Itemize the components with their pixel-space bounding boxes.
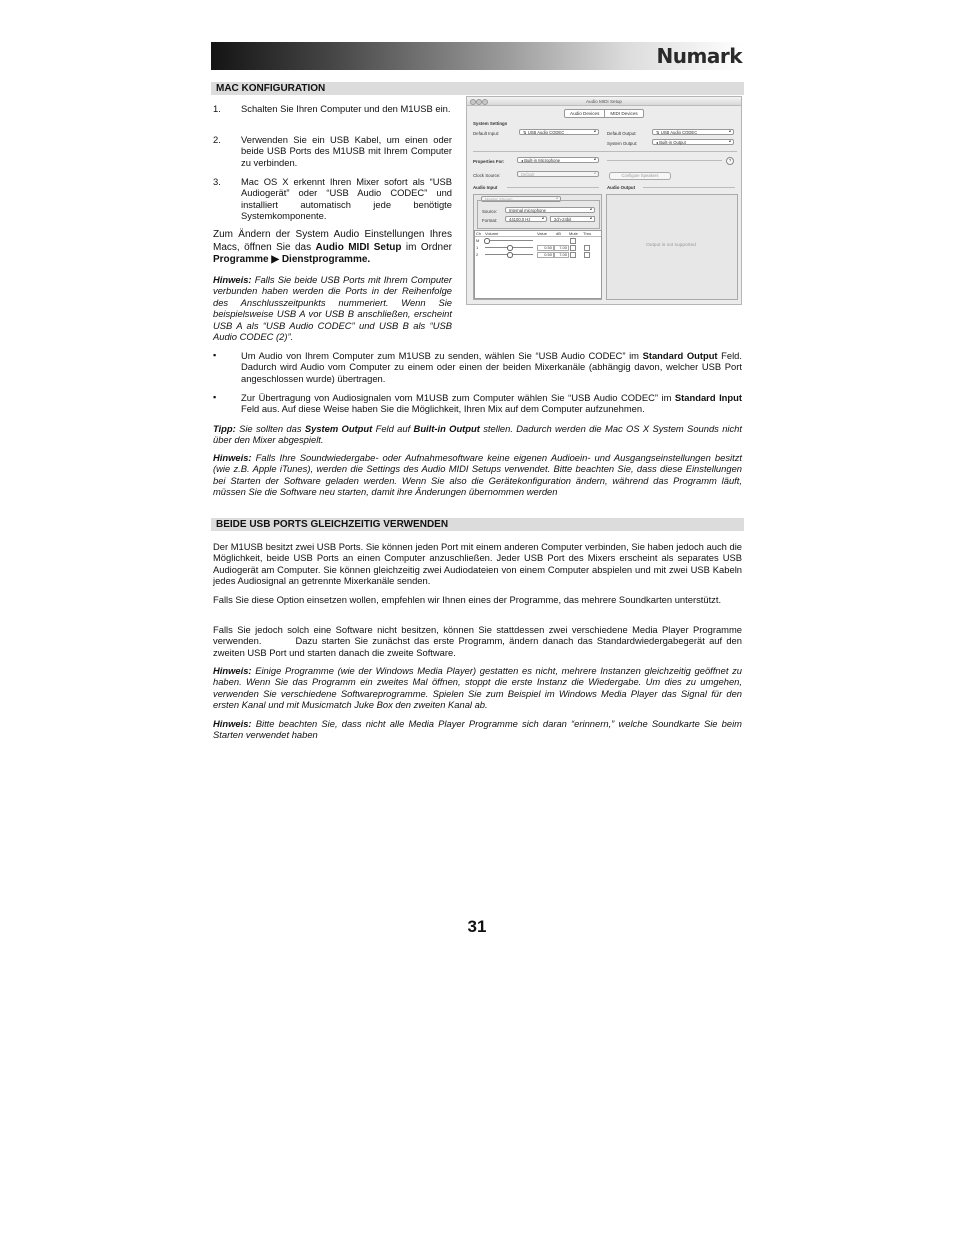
divider xyxy=(473,151,737,152)
tab-midi-devices[interactable]: MIDI Devices xyxy=(604,110,642,117)
mute-checkbox[interactable] xyxy=(570,238,576,244)
step-number: 3. xyxy=(213,176,221,187)
bullet-text: Um Audio von Ihrem Computer zum M1USB zu senden, wählen Sie “USB Audio CODEC” im Standard Output Feld. Dadurch wird Audio vom Computer zu einem oder einen der beiden Mixerkanäle (abhängig davon, welcher USB Port angeschlossen wurde) übertragen. xyxy=(241,350,742,384)
table-row: 1 xyxy=(476,245,479,250)
clock-source-label: Clock Source: xyxy=(473,173,501,178)
audio-midi-instruction: Zum Ändern der System Audio Einstellungen Ihres Macs, öffnen Sie das Audio MIDI Setup im Ordner Programme ▶ Dienstprogramme. xyxy=(213,229,452,266)
step-text: Mac OS X erkennt Ihren Mixer sofort als “USB Audiogerät” oder “USB Audio CODEC” und installiert automatisch jede benötigte Systemkomponente. xyxy=(241,176,452,222)
column-header: Value xyxy=(537,231,547,236)
volume-slider[interactable] xyxy=(485,240,533,241)
value-field[interactable]: 0.50 xyxy=(537,252,554,259)
properties-label: Properties For: xyxy=(473,159,505,164)
device-tabs xyxy=(564,109,644,118)
step-text: Verwenden Sie ein USB Kabel, um einen oder beide USB Ports des M1USB mit Ihrem Computer zu verbinden. xyxy=(241,134,452,168)
divider xyxy=(607,160,722,161)
usb-paragraph: Falls Sie jedoch solch eine Software nicht besitzen, können Sie stattdessen zwei verschiedene Media Player Programme verwenden. Dazu starten Sie zunächst das erste Programm, ändern danach das Standardwiedergabegerät auf den zweiten USB Port und starten danach die zweite Software. xyxy=(213,624,745,658)
thru-checkbox[interactable] xyxy=(584,252,590,258)
step-number: 1. xyxy=(213,103,221,114)
column-header: Mute xyxy=(569,231,578,236)
bullet-icon: ▪ xyxy=(213,350,217,360)
step-number: 2. xyxy=(213,134,221,145)
divider xyxy=(475,236,601,237)
audio-midi-setup-screenshot xyxy=(466,96,742,305)
value-field[interactable]: 0.50 xyxy=(537,245,554,252)
usb-paragraph: Falls Sie diese Option einsetzen wollen, empfehlen wir Ihnen eines der Programme, das mehrere Soundkarten unterstützt. xyxy=(213,594,722,605)
divider xyxy=(643,187,735,188)
header-bar xyxy=(211,42,744,70)
audio-output-label: Audio Output xyxy=(607,185,636,190)
table-row: M xyxy=(476,238,480,243)
system-output-select[interactable]: ◂ Built-in Output ▴▾ xyxy=(652,139,734,145)
tip-paragraph: Tipp: Sie sollten das System Output Feld auf Built-in Output stellen. Dadurch werden die Mac OS X System Sounds nicht über den Mixer abgespielt. xyxy=(213,423,742,446)
column-header: Volume xyxy=(485,231,499,236)
default-output-select[interactable]: ⇅ USB Audio CODEC ▴▾ xyxy=(652,129,734,135)
db-field: 7.00 xyxy=(554,252,569,259)
brand-logo: Numark xyxy=(656,44,742,68)
configure-speakers-button[interactable]: Configure Speakers xyxy=(609,172,671,180)
channel-table xyxy=(474,230,602,299)
tab-audio-devices[interactable]: Audio Devices xyxy=(570,111,600,116)
window-title: Audio MIDI Setup xyxy=(585,98,622,104)
clock-source-select[interactable]: Default ▴▾ xyxy=(517,171,599,177)
mute-checkbox[interactable] xyxy=(570,252,576,258)
usb-paragraph: Der M1USB besitzt zwei USB Ports. Sie können jeden Port mit einem anderen Computer verbinden, Sie haben jedoch auch die Möglichkeit, beide USB Ports an einen Computer anzuschließen. Jeder USB Port des Mixers erscheint als separates USB Audiogerät am Computer. Sie können gleichzeitig zwei Audiodateien von einem Computer abspielen und mit zwei USB Kabeln jedes Audiosignal an getrennte Mixerkanäle senden. xyxy=(213,541,742,587)
mute-checkbox[interactable] xyxy=(570,245,576,251)
bullet-text: Zur Übertragung von Audiosignalen vom M1USB zum Computer wählen Sie “USB Audio CODEC” im Standard Input Feld aus. Auf diese Weise haben Sie die Möglichkeit, Ihren Mix auf dem Computer aufzunehmen. xyxy=(241,392,742,415)
default-output-label: Default Output: xyxy=(607,131,637,136)
note-port-order: Hinweis: Falls Sie beide USB Ports mit Ihrem Computer verbunden haben werden die Ports in der Reihenfolge des Anschlusszeitpunkts nummeriert. Wenn Sie beispielsweise USB A vor USB B anschließen, erscheint USB A als “USB Audio CODEC” und USB B als “USB Audio CODEC (2)”. xyxy=(213,274,452,343)
usb-icon: ⇅ xyxy=(656,130,661,135)
divider xyxy=(507,187,599,188)
bullet-icon: ▪ xyxy=(213,392,217,402)
help-icon[interactable]: ? xyxy=(726,157,734,165)
column-header: Thru xyxy=(583,231,592,236)
format-select[interactable]: 44100.0 Hz ▴▾ xyxy=(505,216,547,222)
table-row: 2 xyxy=(476,252,479,257)
microphone-icon: ◂ xyxy=(521,158,525,163)
channels-select[interactable]: 2ch-24bit ▴▾ xyxy=(550,216,595,222)
stream-group xyxy=(477,200,600,229)
properties-select[interactable]: ◂ Built-in Microphone ▴▾ xyxy=(517,157,599,163)
page-number: 31 xyxy=(467,917,487,936)
slider-knob[interactable] xyxy=(507,245,513,251)
output-not-supported-text: Output is not supported xyxy=(646,243,696,248)
format-label: Format: xyxy=(482,218,498,223)
audio-input-label: Audio Input xyxy=(473,185,498,190)
slider-knob[interactable] xyxy=(484,238,490,244)
thru-checkbox[interactable] xyxy=(584,245,590,251)
section-heading-usb: BEIDE USB PORTS GLEICHZEITIG VERWENDEN xyxy=(211,518,744,531)
speaker-icon: ◂ xyxy=(656,140,660,145)
slider-knob[interactable] xyxy=(507,252,513,258)
db-field: 7.00 xyxy=(554,245,569,252)
default-input-label: Default Input: xyxy=(473,131,500,136)
column-header: dB xyxy=(556,231,561,236)
section-heading-mac: MAC KONFIGURATION xyxy=(211,82,744,95)
note-remember: Hinweis: Bitte beachten Sie, dass nicht alle Media Player Programme sich daran “erinnern,” welche Soundkarte Sie beim Starten verwendet haben xyxy=(213,718,742,741)
source-label: Source: xyxy=(482,209,498,214)
default-input-select[interactable]: ⇅ USB Audio CODEC ▴▾ xyxy=(519,129,599,135)
step-text: Schalten Sie Ihren Computer und den M1USB ein. xyxy=(241,103,451,114)
system-output-label: System Output: xyxy=(607,141,638,146)
stream-select[interactable]: Master Stream ▴▾ xyxy=(481,196,561,202)
note-instances: Hinweis: Einige Programme (wie der Windows Media Player) gestatten es nicht, mehrere Instanzen gleichzeitig geöffnet zu haben. Wenn Sie das Programm ein zweites Mal öffnen, stoppt die erste Instanz die Wiedergabe. Um dies zu umgehen, verwenden Sie verschiedene Softwareprogramme. Spielen Sie zum Beispiel im Windows Media Player das Signal für den ersten Kanal und mit Musicmatch Juke Box den zweiten Kanal ab. xyxy=(213,665,742,711)
system-settings-label: System Settings xyxy=(473,121,508,126)
source-select[interactable]: Internal microphone ▴▾ xyxy=(505,207,595,213)
note-settings: Hinweis: Falls Ihre Soundwiedergabe- oder Aufnahmesoftware keine eigenen Audioein- und Ausgangseinstellungen besitzt (wie z.B. Apple iTunes), werden die Settings des Audio MIDI Setups verwendet. Bitte beachten Sie, dass diese Einstellungen bei Starten der Software geladen werden. Wenn Sie also die Gerätekonfiguration ändern, während das Programm läuft, müssen Sie die Software neu starten, damit ihre Änderungen übernommen werden xyxy=(213,452,742,498)
column-header: Ch xyxy=(476,231,482,236)
usb-icon: ⇅ xyxy=(523,130,528,135)
window-titlebar xyxy=(467,97,741,106)
